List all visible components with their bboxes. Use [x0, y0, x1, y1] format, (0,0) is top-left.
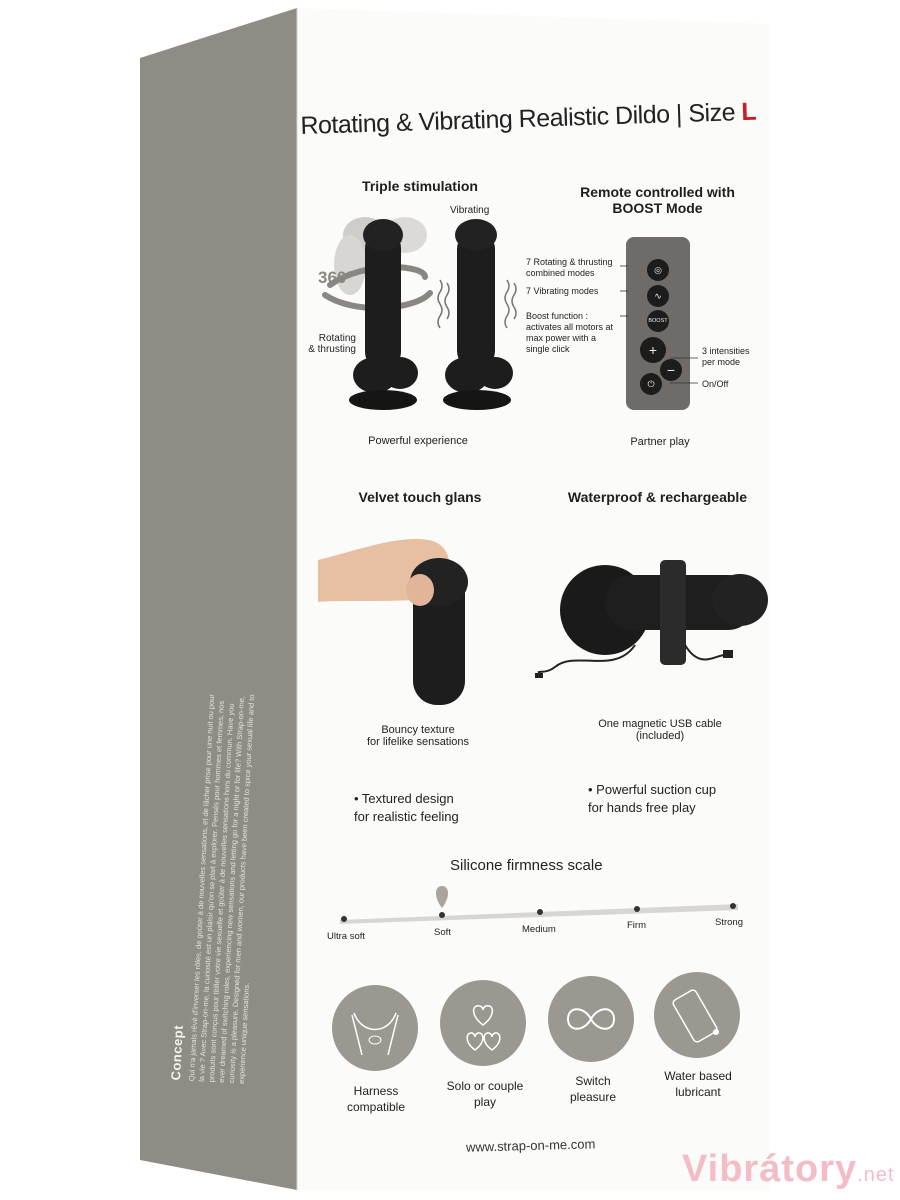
watermark-logo: [682, 1148, 895, 1191]
harness-icon: [332, 985, 418, 1071]
plus-button[interactable]: +: [640, 337, 666, 363]
product-size: L: [740, 97, 757, 127]
remote-heading-line1: Remote controlled with: [580, 184, 735, 200]
velvet-caption: Bouncy texture for lifelike sensations: [366, 724, 470, 748]
firmness-level-strong: Strong: [715, 917, 743, 928]
degree-label: 360°: [318, 268, 354, 287]
watermark-main: Vibrátory: [682, 1148, 858, 1190]
velvet-heading: Velvet touch glans: [358, 489, 482, 505]
firmness-level-soft: Soft: [434, 927, 451, 938]
boost-function-label: Boost function : activates all motors at max power with a single click: [526, 311, 614, 354]
watermark-suffix: .net: [857, 1164, 895, 1186]
firmness-level-ultra-soft: Ultra soft: [327, 931, 366, 942]
bullet-suction-cup: • Powerful suction cup for hands free play: [588, 782, 717, 815]
firmness-level-medium: Medium: [522, 924, 556, 935]
icon-label-lubricant: Water based lubricant: [664, 1069, 732, 1099]
onoff-label: On/Off: [702, 379, 729, 389]
remote-heading: [555, 184, 760, 216]
rotating-modes-label: 7 Rotating & thrusting combined modes: [526, 257, 613, 278]
remote-heading-line2: BOOST Mode: [612, 200, 703, 216]
rotating-label: Rotating & thrusting: [308, 333, 356, 355]
lubricant-icon: [654, 972, 740, 1058]
intensities-label: 3 intensities per mode: [702, 346, 750, 367]
bullet-textured-design: • Textured design for realistic feeling: [354, 791, 459, 824]
product-title-main: Rotating & Vibrating Realistic Dildo | Size: [300, 98, 736, 140]
power-button[interactable]: ⏻: [640, 373, 662, 395]
charging-dildo-illustration: [535, 555, 770, 690]
concept-title: Concept: [168, 1024, 186, 1081]
vibrate-mode-button[interactable]: ∿: [647, 285, 669, 307]
icon-label-switch: Switch pleasure: [569, 1074, 617, 1104]
boost-button[interactable]: BOOST: [647, 310, 669, 332]
vibrating-modes-label: 7 Vibrating modes: [526, 286, 599, 296]
vibrating-label: Vibrating: [450, 205, 490, 216]
rotating-dildo-illustration: [305, 195, 535, 425]
triple-stimulation-heading: Triple stimulation: [362, 178, 478, 194]
icon-label-harness: Harness compatible: [346, 1084, 406, 1114]
remote-leader-lines: [610, 255, 720, 395]
infinity-icon: [548, 976, 634, 1062]
minus-button[interactable]: −: [660, 359, 682, 381]
firmness-marker: [436, 886, 448, 908]
triple-caption: Powerful experience: [368, 435, 468, 447]
website-url[interactable]: www.strap-on-me.com: [465, 1136, 596, 1155]
waterproof-heading: Waterproof & rechargeable: [567, 489, 748, 505]
firmness-title: Silicone firmness scale: [450, 857, 603, 874]
waterproof-caption: One magnetic USB cable (included): [598, 718, 722, 742]
concept-text: Qui n'a jamais rêvé d'inverser les rôles, de goûter à de nouvelles sensations, et de lâcher prise pour une nuit ou pour la vie ? Avec Strap-on-me, la curiosité est un plaisir qu'on se plait à explorer. Pensés pour hommes et femmes, nos produits sont conçus pour titiller votre vie sexuelle et goûter à de nouvelles sensations hors du commun. Have you ever dreamed of switching roles, experiencing new sensations and letting go for a night or for life? With Strap-on-me, curiosity is a pleasure. Designed for men and women, our products have been created to spice your sexual life and to experience unique sensations.: [186, 693, 257, 1085]
rotate-mode-button[interactable]: ◎: [647, 259, 669, 281]
remote-caption: Partner play: [630, 436, 690, 448]
icon-label-solo-couple: Solo or couple play: [446, 1079, 524, 1109]
firmness-level-firm: Firm: [627, 920, 646, 931]
hand-holding-dildo-illustration: [318, 530, 478, 705]
hearts-icon: [440, 980, 526, 1066]
